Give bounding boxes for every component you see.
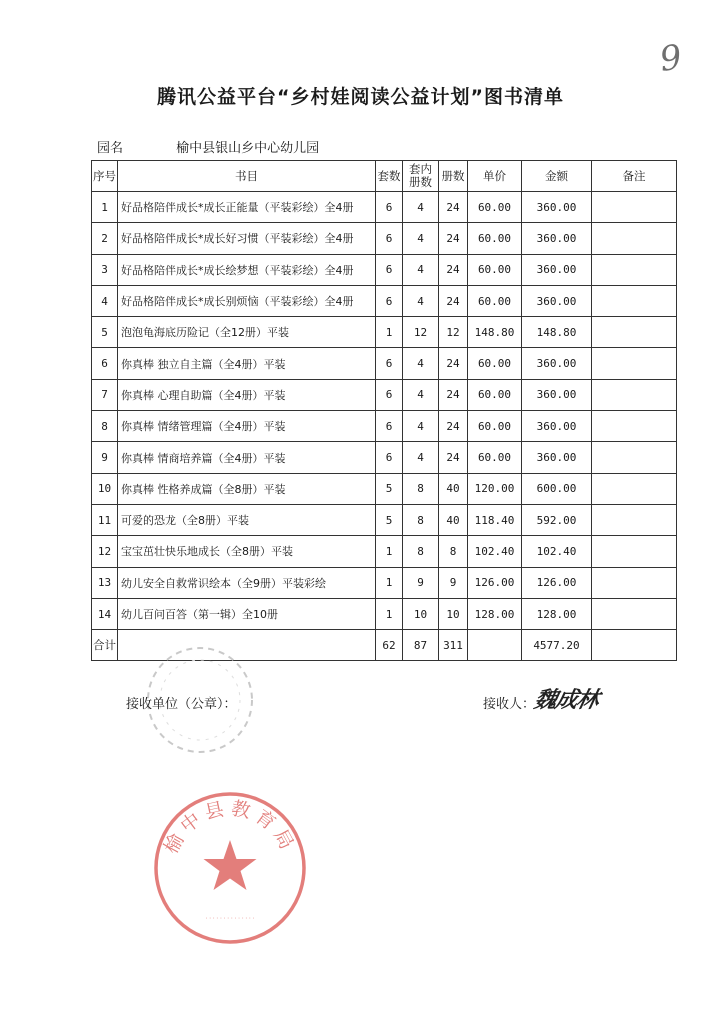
cell-volumes: 40 [439, 473, 468, 504]
cell-book: 你真棒 情绪管理篇（全4册）平装 [118, 411, 376, 442]
table-row [92, 379, 677, 410]
seal-star-icon [204, 840, 257, 890]
cell-volumes: 40 [439, 504, 468, 535]
cell-no: 14 [92, 598, 118, 629]
cell-remark [592, 411, 677, 442]
cell-per-set: 9 [403, 567, 439, 598]
cell-book: 好品格陪伴成长*成长正能量（平装彩绘）全4册 [118, 192, 376, 223]
cell-volumes: 24 [439, 285, 468, 316]
cell-amount: 360.00 [522, 254, 592, 285]
cell-volumes: 10 [439, 598, 468, 629]
cell-per-set: 10 [403, 598, 439, 629]
cell-unit-price: 60.00 [468, 411, 522, 442]
cell-sets: 1 [376, 536, 403, 567]
cell-book: 幼儿百问百答（第一辑）全10册 [118, 598, 376, 629]
cell-amount: 600.00 [522, 473, 592, 504]
cell-per-set: 4 [403, 442, 439, 473]
cell-remark [592, 285, 677, 316]
cell-sets: 6 [376, 285, 403, 316]
cell-per-set: 4 [403, 379, 439, 410]
cell-amount: 126.00 [522, 567, 592, 598]
cell-unit-price: 60.00 [468, 223, 522, 254]
book-list-table [91, 160, 677, 661]
cell-volumes: 24 [439, 348, 468, 379]
cell-amount: 360.00 [522, 192, 592, 223]
cell-no: 6 [92, 348, 118, 379]
cell-volumes: 12 [439, 317, 468, 348]
cell-book: 宝宝茁壮快乐地成长（全8册）平装 [118, 536, 376, 567]
cell-sets: 6 [376, 442, 403, 473]
cell-no: 10 [92, 473, 118, 504]
table-row [92, 598, 677, 629]
header-no: 序号 [92, 161, 118, 192]
cell-unit-price: 126.00 [468, 567, 522, 598]
cell-per-set: 4 [403, 192, 439, 223]
cell-amount: 148.80 [522, 317, 592, 348]
cell-no: 4 [92, 285, 118, 316]
cell-sets: 6 [376, 411, 403, 442]
cell-no: 11 [92, 504, 118, 535]
cell-volumes: 24 [439, 442, 468, 473]
cell-no: 2 [92, 223, 118, 254]
cell-amount: 360.00 [522, 348, 592, 379]
cell-amount: 360.00 [522, 223, 592, 254]
cell-book: 你真棒 性格养成篇（全8册）平装 [118, 473, 376, 504]
cell-sets: 1 [376, 598, 403, 629]
cell-per-set: 12 [403, 317, 439, 348]
header-book: 书目 [118, 161, 376, 192]
cell-no: 8 [92, 411, 118, 442]
document-title: 腾讯公益平台“乡村娃阅读公益计划”图书清单 [157, 86, 564, 108]
table-row [92, 442, 677, 473]
cell-sets: 1 [376, 317, 403, 348]
cell-remark [592, 348, 677, 379]
cell-book: 好品格陪伴成长*成长绘梦想（平装彩绘）全4册 [118, 254, 376, 285]
table-row [92, 254, 677, 285]
cell-volumes: 24 [439, 411, 468, 442]
cell-remark [592, 223, 677, 254]
cell-no: 7 [92, 379, 118, 410]
svg-text:··············: ·············· [204, 915, 256, 922]
total-label: 合计 [92, 630, 118, 661]
cell-per-set: 8 [403, 504, 439, 535]
kindergarten-name: 榆中县银山乡中心幼儿园 [176, 141, 320, 156]
header-unit-price: 单价 [468, 161, 522, 192]
cell-sets: 5 [376, 504, 403, 535]
cell-unit-price: 148.80 [468, 317, 522, 348]
cell-book: 好品格陪伴成长*成长好习惯（平装彩绘）全4册 [118, 223, 376, 254]
page-number: 9 [657, 37, 685, 80]
header-per-set [403, 161, 439, 192]
table-row [92, 536, 677, 567]
cell-per-set: 4 [403, 254, 439, 285]
cell-remark [592, 192, 677, 223]
cell-no: 12 [92, 536, 118, 567]
official-seal [150, 788, 310, 948]
total-sets: 62 [376, 630, 403, 661]
receiver-signature: 魏成林 [531, 687, 601, 713]
cell-amount: 128.00 [522, 598, 592, 629]
cell-book: 你真棒 独立自主篇（全4册）平装 [118, 348, 376, 379]
header-sets: 套数 [376, 161, 403, 192]
cell-per-set: 4 [403, 411, 439, 442]
cell-book: 可爱的恐龙（全8册）平装 [118, 504, 376, 535]
cell-unit-price: 60.00 [468, 285, 522, 316]
kindergarten-label: 园名 [97, 141, 124, 156]
cell-unit-price: 60.00 [468, 442, 522, 473]
cell-amount: 592.00 [522, 504, 592, 535]
cell-book: 幼儿安全自救常识绘本（全9册）平装彩绘 [118, 567, 376, 598]
cell-per-set: 4 [403, 348, 439, 379]
cell-remark [592, 567, 677, 598]
cell-volumes: 8 [439, 536, 468, 567]
cell-no: 13 [92, 567, 118, 598]
table-row [92, 567, 677, 598]
cell-volumes: 24 [439, 254, 468, 285]
cell-remark [592, 504, 677, 535]
cell-remark [592, 598, 677, 629]
table-row [92, 504, 677, 535]
cell-sets: 6 [376, 192, 403, 223]
cell-sets: 6 [376, 379, 403, 410]
cell-amount: 102.40 [522, 536, 592, 567]
cell-no: 3 [92, 254, 118, 285]
svg-text:榆中县教育局: 榆中县教育局 [160, 797, 300, 858]
receiver-label: 接收人： [483, 697, 536, 712]
cell-unit-price: 128.00 [468, 598, 522, 629]
total-per-set: 87 [403, 630, 439, 661]
cell-remark [592, 379, 677, 410]
cell-volumes: 9 [439, 567, 468, 598]
header-remark: 备注 [592, 161, 677, 192]
cell-book: 你真棒 心理自助篇（全4册）平装 [118, 379, 376, 410]
cell-unit-price: 120.00 [468, 473, 522, 504]
cell-unit-price: 60.00 [468, 254, 522, 285]
cell-sets: 6 [376, 223, 403, 254]
total-unit-price-cell [468, 630, 522, 661]
cell-remark [592, 536, 677, 567]
table-row [92, 285, 677, 316]
table-row [92, 348, 677, 379]
cell-per-set: 8 [403, 473, 439, 504]
cell-no: 5 [92, 317, 118, 348]
cell-remark [592, 317, 677, 348]
cell-unit-price: 102.40 [468, 536, 522, 567]
total-amount: 4577.20 [522, 630, 592, 661]
cell-book: 你真棒 情商培养篇（全4册）平装 [118, 442, 376, 473]
cell-volumes: 24 [439, 223, 468, 254]
table-row [92, 223, 677, 254]
header-amount: 金额 [522, 161, 592, 192]
cell-amount: 360.00 [522, 285, 592, 316]
cell-sets: 5 [376, 473, 403, 504]
total-volumes: 311 [439, 630, 468, 661]
cell-no: 1 [92, 192, 118, 223]
cell-volumes: 24 [439, 379, 468, 410]
table-body [92, 192, 677, 630]
cell-sets: 1 [376, 567, 403, 598]
cell-unit-price: 60.00 [468, 348, 522, 379]
total-remark-cell [592, 630, 677, 661]
cell-remark [592, 473, 677, 504]
header-per-set-line2: 册数 [409, 175, 432, 189]
cell-no: 9 [92, 442, 118, 473]
header-per-set-line1: 套内 [409, 162, 432, 176]
table-row [92, 192, 677, 223]
kindergarten-row [97, 137, 657, 156]
cell-remark [592, 254, 677, 285]
cell-per-set: 4 [403, 285, 439, 316]
receiving-unit-label: 接收单位（公章）： [126, 697, 237, 712]
table-row [92, 317, 677, 348]
cell-amount: 360.00 [522, 379, 592, 410]
cell-unit-price: 60.00 [468, 192, 522, 223]
cell-amount: 360.00 [522, 411, 592, 442]
table-header-row [92, 161, 677, 192]
cell-sets: 6 [376, 348, 403, 379]
cell-book: 泡泡龟海底历险记（全12册）平装 [118, 317, 376, 348]
cell-remark [592, 442, 677, 473]
header-volumes: 册数 [439, 161, 468, 192]
cell-book: 好品格陪伴成长*成长别烦恼（平装彩绘）全4册 [118, 285, 376, 316]
cell-sets: 6 [376, 254, 403, 285]
cell-per-set: 8 [403, 536, 439, 567]
cell-unit-price: 118.40 [468, 504, 522, 535]
table-row [92, 473, 677, 504]
cell-volumes: 24 [439, 192, 468, 223]
cell-per-set: 4 [403, 223, 439, 254]
cell-amount: 360.00 [522, 442, 592, 473]
table-row [92, 411, 677, 442]
cell-unit-price: 60.00 [468, 379, 522, 410]
